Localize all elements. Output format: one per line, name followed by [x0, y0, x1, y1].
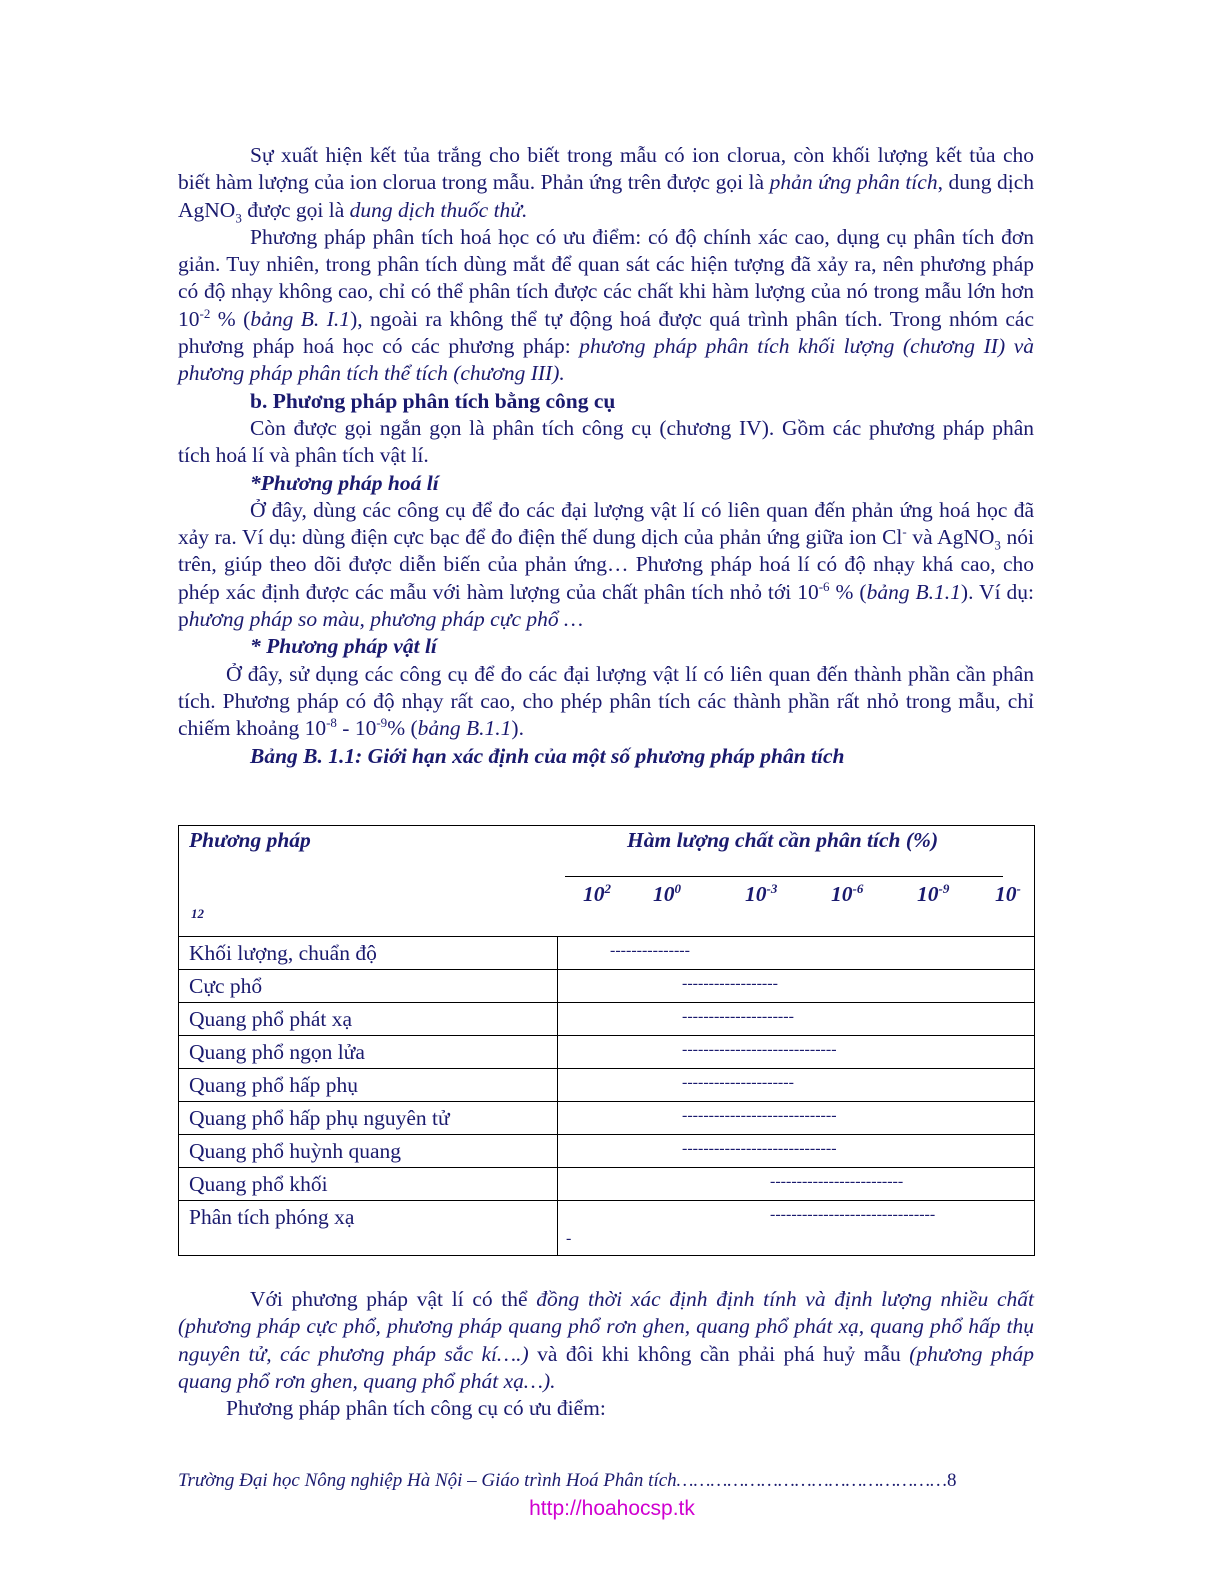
- method-name: Quang phổ hấp phụ nguyên tử: [179, 1102, 558, 1135]
- range-cell: [558, 1003, 1035, 1036]
- table-row: [179, 1069, 1035, 1102]
- scale-tick: $10^{-6}$: [831, 880, 864, 906]
- range-bar: ---------------------: [682, 1008, 794, 1025]
- subheading-vat-li: * Phương pháp vật lí: [250, 634, 437, 659]
- table-row: [179, 1036, 1035, 1069]
- scale-tick: $10^2$: [583, 880, 611, 906]
- paragraph-2: Phương pháp phân tích hoá học có ưu điểm: có độ chính xác cao, dụng cụ phân tích đơn giản. Tuy nhiên, trong phân tích dùng mắt để quan sát các hiện tượng đã xảy ra, nên phương pháp có độ nhạy không cao, chỉ có thể phân tích được các chất khi hàm lượng của nó trong mẫu lớn hơn $10^{-2}$ % (bảng B. I.1), ngoài ra không thể tự động hoá được quá trình phân tích. Trong nhóm các phương pháp hoá học có các phương pháp: phương pháp phân tích khối lượng (chương II) và phương pháp phân tích thể tích (chương III).: [178, 224, 1035, 386]
- method-name: Quang phổ hấp phụ: [179, 1069, 558, 1102]
- range-bar: -----------------------------: [682, 1140, 837, 1157]
- scale-tick: 10-: [995, 880, 1021, 906]
- paragraph-4: Ở đây, dùng các công cụ để đo các đại lượng vật lí có liên quan đến phản ứng hoá học đã xảy ra. Ví dụ: dùng điện cực bạc để đo điện thế dung dịch của phản ứng giữa ion Cl- và AgNO$_3$ nói trên, giúp theo dõi được diễn biến của phản ứng… Phương pháp hoá lí có độ nhạy khá cao, cho phép xác định được các mẫu với hàm lượng của chất phân tích nhỏ tới $10^{-6}$ % (bảng B.1.1). Ví dụ: phương pháp so màu, phương pháp cực phổ …: [178, 497, 1035, 632]
- range-cell: [558, 1201, 1035, 1256]
- col-header-method: Phương pháp: [189, 828, 311, 852]
- section-heading-b: b. Phương pháp phân tích bằng công cụ: [250, 388, 616, 413]
- range-cell: [558, 1135, 1035, 1168]
- detection-limit-table: [178, 825, 1035, 1256]
- range-bar: -----------------------------: [682, 1041, 837, 1058]
- method-name: Quang phổ ngọn lửa: [179, 1036, 558, 1069]
- range-bar: -------------------------------: [770, 1206, 936, 1223]
- method-name: Quang phổ khối: [179, 1168, 558, 1201]
- range-bar: ---------------: [610, 942, 690, 959]
- paragraph-6: Với phương pháp vật lí có thể đồng thời xác định định tính và định lượng nhiều chất (phương pháp cực phổ, phương pháp quang phổ rơn ghen, quang phổ phát xạ, quang phổ hấp thụ nguyên tử, các phương pháp sắc kí….) và đôi khi không cần phải phá huỷ mẫu (phương pháp quang phổ rơn ghen, quang phổ phát xạ…).: [178, 1287, 1034, 1393]
- paragraph-7: Phương pháp phân tích công cụ có ưu điểm:: [226, 1396, 606, 1421]
- table-caption: Bảng B. 1.1: Giới hạn xác định của một số phương pháp phân tích: [250, 743, 845, 768]
- range-cell: [558, 970, 1035, 1003]
- table-row: [179, 1003, 1035, 1036]
- range-cell: [558, 1069, 1035, 1102]
- table-row: [179, 1102, 1035, 1135]
- table-row: [179, 1168, 1035, 1201]
- range-cell: [558, 1102, 1035, 1135]
- range-cell: [558, 937, 1035, 970]
- table-row: [179, 1201, 1035, 1256]
- scale-tick: $10^0$: [653, 880, 681, 906]
- range-cell: [558, 1168, 1035, 1201]
- range-bar: -------------------------: [770, 1173, 904, 1190]
- range-bar: ------------------: [682, 975, 778, 992]
- paragraph-1: Sự xuất hiện kết tủa trắng cho biết trong mẫu có ion clorua, còn khối lượng kết tủa cho biết hàm lượng của ion clorua trong mẫu. Phản ứng trên được gọi là phản ứng phân tích, dung dịch AgNO$_3$ được gọi là dung dịch thuốc thử.: [178, 143, 1034, 225]
- page-number: 8: [946, 1470, 957, 1491]
- document-body: [178, 142, 1034, 770]
- source-url-link[interactable]: http://hoahocsp.tk: [529, 1497, 695, 1520]
- paragraph-5: Ở đây, sử dụng các công cụ để đo các đại lượng vật lí có liên quan đến thành phần cần phân tích. Phương pháp có độ nhạy rất cao, cho phép phân tích các thành phần rất nhỏ trong mẫu, chỉ chiếm khoảng $10^{-8} - 10^{-9}\%$ (bảng B.1.1).: [178, 661, 1034, 741]
- scale-tick: $10^{-3}$: [745, 880, 778, 906]
- subheading-hoa-li: *Phương pháp hoá lí: [250, 470, 439, 495]
- scale-tick: $10^{-9}$: [917, 880, 950, 906]
- table-row: [179, 1135, 1035, 1168]
- scale-rule: [565, 876, 1003, 877]
- paragraph-3: Còn được gọi ngắn gọn là phân tích công cụ (chương IV). Gồm các phương pháp phân tích hoá lí và phân tích vật lí.: [178, 415, 1034, 468]
- col-header-content: Hàm lượng chất cần phân tích (%): [627, 828, 939, 852]
- document-body-lower: [178, 1286, 1034, 1422]
- stray-number: 12: [191, 906, 204, 921]
- table-header-cell: [179, 826, 1035, 937]
- range-bar-continuation: -: [566, 1230, 572, 1247]
- method-name: Khối lượng, chuẩn độ: [179, 937, 558, 970]
- footer-text: Trường Đại học Nông nghiệp Hà Nội – Giáo trình Hoá Phân tích…………………………………………: [178, 1470, 947, 1491]
- range-bar: -----------------------------: [682, 1107, 837, 1124]
- range-cell: [558, 1036, 1035, 1069]
- range-bar: ---------------------: [682, 1074, 794, 1091]
- method-name: Cực phổ: [179, 970, 558, 1003]
- method-name: Phân tích phóng xạ: [179, 1201, 558, 1256]
- page-footer: [178, 1470, 998, 1492]
- method-name: Quang phổ phát xạ: [179, 1003, 558, 1036]
- table-row: [179, 937, 1035, 970]
- table-row: [179, 970, 1035, 1003]
- table-header-row: [179, 826, 1035, 937]
- method-name: Quang phổ huỳnh quang: [179, 1135, 558, 1168]
